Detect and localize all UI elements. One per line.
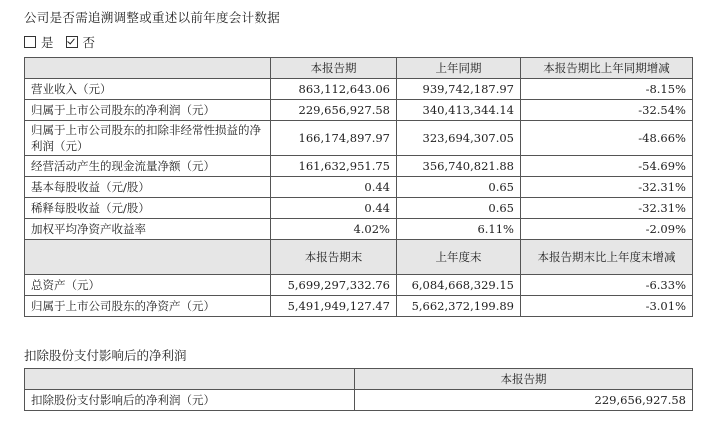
header-cell: 本报告期比上年同期增减 xyxy=(521,58,693,79)
table-row xyxy=(25,100,693,121)
cell-value: 5,662,372,199.89 xyxy=(397,296,521,317)
cell-value: 5,699,297,332.76 xyxy=(271,275,397,296)
no-label: 否 xyxy=(82,35,96,50)
table-row xyxy=(25,390,693,411)
cell-value: 0.65 xyxy=(397,177,521,198)
table-row xyxy=(25,121,693,156)
table-row xyxy=(25,177,693,198)
cell-value: 0.65 xyxy=(397,198,521,219)
table-row xyxy=(25,219,693,240)
row-label: 稀释每股收益（元/股） xyxy=(25,198,271,219)
cell-value: 5,491,949,127.47 xyxy=(271,296,397,317)
cell-value: 0.44 xyxy=(271,177,397,198)
row-label: 营业收入（元） xyxy=(25,79,271,100)
row-label: 归属于上市公司股东的扣除非经常性损益的净利润（元） xyxy=(25,121,271,156)
cell-value: 323,694,307.05 xyxy=(397,121,521,156)
row-label: 加权平均净资产收益率 xyxy=(25,219,271,240)
cell-value: 161,632,951.75 xyxy=(271,156,397,177)
table-header-row xyxy=(25,240,693,275)
section-title: 公司是否需追溯调整或重述以前年度会计数据 xyxy=(24,10,281,25)
yes-label: 是 xyxy=(41,35,54,50)
header-cell xyxy=(25,240,271,275)
row-label: 经营活动产生的现金流量净额（元） xyxy=(25,156,271,177)
cell-value: -48.66% xyxy=(521,121,693,156)
cell-value: 4.02% xyxy=(271,219,397,240)
table-row xyxy=(25,79,693,100)
table-row xyxy=(25,156,693,177)
cell-value: 356,740,821.88 xyxy=(397,156,521,177)
cell-value: 340,413,344.14 xyxy=(397,100,521,121)
cell-value: 6,084,668,329.15 xyxy=(397,275,521,296)
cell-value: -54.69% xyxy=(521,156,693,177)
cell-value: 863,112,643.06 xyxy=(271,79,397,100)
cell-value: 6.11% xyxy=(397,219,521,240)
cell-value: -8.15% xyxy=(521,79,693,100)
cell-value: -3.01% xyxy=(521,296,693,317)
yes-checkbox[interactable] xyxy=(24,36,36,48)
no-checkbox-checked[interactable] xyxy=(66,36,78,48)
table-header-row xyxy=(25,58,693,79)
header-cell: 本报告期 xyxy=(355,369,693,390)
header-cell-blank xyxy=(25,369,355,390)
row-label: 总资产（元） xyxy=(25,275,271,296)
header-cell: 上年度末 xyxy=(397,240,521,275)
cell-value: -2.09% xyxy=(521,219,693,240)
row-label: 基本每股收益（元/股） xyxy=(25,177,271,198)
cell-value: -32.31% xyxy=(521,198,693,219)
row-label: 归属于上市公司股东的净利润（元） xyxy=(25,100,271,121)
cell-value: 229,656,927.58 xyxy=(271,100,397,121)
cell-value: 939,742,187.97 xyxy=(397,79,521,100)
cell-value: -32.54% xyxy=(521,100,693,121)
table-row xyxy=(25,198,693,219)
cell-value: -32.31% xyxy=(521,177,693,198)
header-cell: 本报告期 xyxy=(271,58,397,79)
cell-value: 0.44 xyxy=(271,198,397,219)
row-label: 归属于上市公司股东的净资产（元） xyxy=(25,296,271,317)
header-cell: 上年同期 xyxy=(397,58,521,79)
table-row xyxy=(25,275,693,296)
restatement-choices xyxy=(24,33,95,51)
row-label: 扣除股份支付影响后的净利润（元） xyxy=(25,390,355,411)
cell-value: 229,656,927.58 xyxy=(355,390,693,411)
header-cell: 本报告期末 xyxy=(271,240,397,275)
header-cell xyxy=(25,58,271,79)
financial-data-table xyxy=(24,57,693,317)
note-title: 扣除股份支付影响后的净利润 xyxy=(24,348,187,363)
table-header-row xyxy=(25,369,693,390)
share-payment-table xyxy=(24,368,693,411)
cell-value: 166,174,897.97 xyxy=(271,121,397,156)
header-cell: 本报告期末比上年度末增减 xyxy=(521,240,693,275)
cell-value: -6.33% xyxy=(521,275,693,296)
table-row xyxy=(25,296,693,317)
